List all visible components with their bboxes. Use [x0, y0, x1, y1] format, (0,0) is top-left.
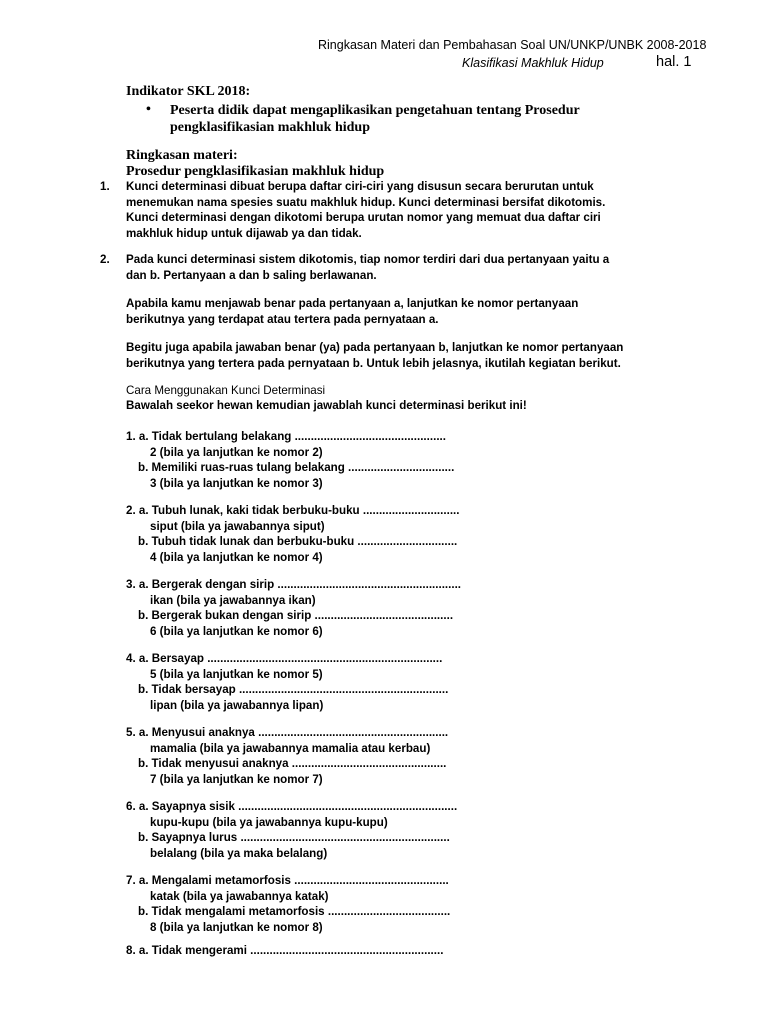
- key-a-result: ikan (bila ya jawabannya ikan): [150, 593, 316, 607]
- point-text: [126, 252, 609, 283]
- key-b: b. Tidak menyusui anaknya ................................................: [138, 757, 447, 770]
- paragraph-line: Apabila kamu menjawab benar pada pertanyaan a, lanjutkan ke nomor pertanyaan: [126, 297, 579, 310]
- key-b-result: 6 (bila ya lanjutkan ke nomor 6): [150, 624, 323, 638]
- key-a: 6. a. Sayapnya sisik ....................................................................: [126, 800, 458, 813]
- point-line: Pada kunci determinasi sistem dikotomis, tiap nomor terdiri dari dua pertanyaan yaitu a: [126, 253, 610, 266]
- key-b-result: 4 (bila ya lanjutkan ke nomor 4): [150, 550, 323, 564]
- header-subtitle: Klasifikasi Makhluk Hidup: [462, 56, 604, 70]
- key-b: b. Tidak bersayap .................................................................: [138, 683, 449, 696]
- cara-instruction: Bawalah seekor hewan kemudian jawablah kunci determinasi berikut ini!: [126, 399, 527, 412]
- key-b: b. Memiliki ruas-ruas tulang belakang .................................: [138, 461, 455, 474]
- key-a: 7. a. Mengalami metamorfosis ................................................: [126, 874, 449, 887]
- key-a: 2. a. Tubuh lunak, kaki tidak berbuku-buku ..............................: [126, 504, 460, 517]
- key-a-result: kupu-kupu (bila ya jawabannya kupu-kupu): [150, 815, 388, 829]
- indikator-text: [170, 102, 580, 136]
- key-a-result: katak (bila ya jawabannya katak): [150, 889, 329, 903]
- indikator-line: Peserta didik dapat mengaplikasikan pengetahuan tentang Prosedur: [170, 103, 580, 118]
- key-b: b. Bergerak bukan dengan sirip ...........................................: [138, 609, 454, 622]
- point-line: Kunci determinasi dibuat berupa daftar ciri-ciri yang disusun secara berurutan untuk: [126, 180, 594, 193]
- key-b-result: 3 (bila ya lanjutkan ke nomor 3): [150, 476, 323, 490]
- key-entry: [126, 503, 459, 565]
- key-entry: [126, 577, 461, 639]
- key-a-result: siput (bila ya jawabannya siput): [150, 519, 325, 533]
- key-entry: [126, 725, 448, 787]
- key-b: b. Tubuh tidak lunak dan berbuku-buku ...............................: [138, 535, 458, 548]
- key-a: 3. a. Bergerak dengan sirip .........................................................: [126, 578, 462, 591]
- key-a: 1. a. Tidak bertulang belakang ...............................................: [126, 430, 446, 443]
- bullet-icon: •: [146, 102, 151, 117]
- key-entry: [126, 429, 454, 491]
- page-number: hal. 1: [656, 54, 692, 70]
- key-b: b. Tidak mengalami metamorfosis ......................................: [138, 905, 451, 918]
- point-line: menemukan nama spesies suatu makhluk hidup. Kunci determinasi bersifat dikotomis.: [126, 195, 606, 209]
- point-line: makhluk hidup untuk dijawab ya dan tidak.: [126, 226, 362, 240]
- key-b: b. Sayapnya lurus .................................................................: [138, 831, 450, 844]
- key-a: 5. a. Menyusui anaknya ...........................................................: [126, 726, 449, 739]
- paragraph: [126, 296, 578, 327]
- key-b-result: 7 (bila ya lanjutkan ke nomor 7): [150, 772, 323, 786]
- paragraph-line: berikutnya yang tertera pada pernyataan b. Untuk lebih jelasnya, ikutilah kegiatan berikut.: [126, 356, 621, 370]
- key-entry: [126, 873, 450, 935]
- key-a-result: 2 (bila ya lanjutkan ke nomor 2): [150, 445, 323, 459]
- ringkasan-subheading: Prosedur pengklasifikasian makhluk hidup: [126, 164, 385, 179]
- point-line: dan b. Pertanyaan a dan b saling berlawanan.: [126, 268, 377, 282]
- point-number: 2.: [100, 253, 110, 266]
- paragraph-line: berikutnya yang terdapat atau tertera pada pernyataan a.: [126, 312, 439, 326]
- paragraph-line: Begitu juga apabila jawaban benar (ya) pada pertanyaan b, lanjutkan ke nomor pertanyaan: [126, 341, 624, 354]
- key-a: 4. a. Bersayap .........................................................................: [126, 652, 443, 665]
- paragraph: [126, 340, 623, 371]
- key-a-result: mamalia (bila ya jawabannya mamalia atau kerbau): [150, 741, 431, 755]
- ringkasan-heading: Ringkasan materi:: [126, 148, 238, 163]
- key-a-result: 5 (bila ya lanjutkan ke nomor 5): [150, 667, 323, 681]
- indikator-line: pengklasifikasian makhluk hidup: [170, 120, 370, 135]
- key-entry: [126, 799, 457, 861]
- key-b-result: belalang (bila ya maka belalang): [150, 846, 328, 860]
- header-title: Ringkasan Materi dan Pembahasan Soal UN/UNKP/UNBK 2008-2018: [318, 38, 707, 52]
- key-b-result: lipan (bila ya jawabannya lipan): [150, 698, 324, 712]
- indikator-heading: Indikator SKL 2018:: [126, 84, 251, 99]
- point-text: [126, 179, 605, 241]
- key-entry-last: 8. a. Tidak mengerami ............................................................: [126, 944, 444, 957]
- point-line: Kunci determinasi dengan dikotomi berupa urutan nomor yang memuat dua daftar ciri: [126, 211, 601, 224]
- point-number: 1.: [100, 180, 110, 193]
- key-entry: [126, 651, 448, 713]
- cara-title: Cara Menggunakan Kunci Determinasi: [126, 384, 326, 397]
- key-b-result: 8 (bila ya lanjutkan ke nomor 8): [150, 920, 323, 934]
